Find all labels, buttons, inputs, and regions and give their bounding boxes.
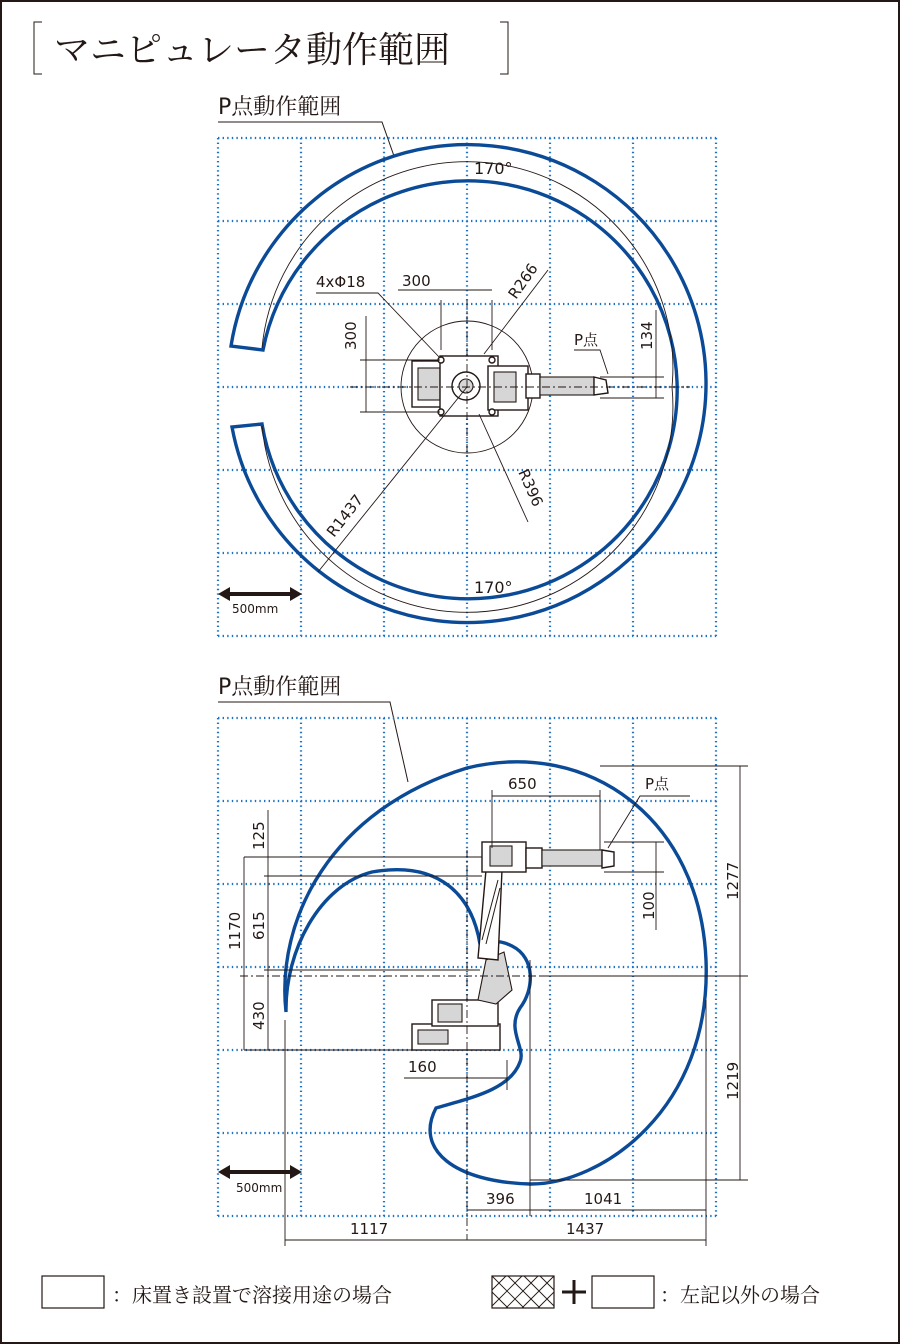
side-p-leader bbox=[608, 796, 690, 848]
side-view bbox=[218, 675, 748, 1246]
dim-300-v: 300 bbox=[342, 321, 360, 350]
legend-other-box bbox=[592, 1276, 654, 1308]
dim-1041: 1041 bbox=[584, 1190, 623, 1208]
top-p-point: P点 bbox=[574, 331, 599, 349]
page-title: マニピュレータ動作範囲 bbox=[54, 30, 451, 71]
dim-396: 396 bbox=[486, 1190, 515, 1208]
top-scale-arrow bbox=[218, 587, 302, 601]
top-angle-arc-lower bbox=[262, 387, 673, 612]
dim-650: 650 bbox=[508, 775, 537, 793]
dim-1437: 1437 bbox=[566, 1220, 605, 1238]
robot-top-view bbox=[412, 356, 608, 416]
legend bbox=[42, 1276, 820, 1308]
side-scale-label: 500mm bbox=[236, 1181, 283, 1195]
dim-160: 160 bbox=[408, 1058, 437, 1076]
side-p-point: P点 bbox=[645, 775, 670, 793]
top-view bbox=[218, 95, 718, 636]
r1437-label: R1437 bbox=[322, 491, 368, 541]
legend-other-text: ：左記以外の場合 bbox=[660, 1283, 820, 1307]
page-border bbox=[1, 1, 899, 1343]
top-angle-lower: 170° bbox=[474, 578, 513, 597]
side-heading-leader bbox=[218, 702, 408, 782]
r266-label: R266 bbox=[504, 259, 542, 303]
legend-floor-text: ：床置き設置で溶接用途の場合 bbox=[112, 1283, 392, 1307]
r396-label: R396 bbox=[514, 466, 547, 510]
top-angle-upper: 170° bbox=[474, 159, 513, 178]
side-view-heading: P点動作範囲 bbox=[218, 675, 342, 700]
dim-1219: 1219 bbox=[724, 1061, 742, 1100]
r396-leader bbox=[479, 414, 528, 522]
holes-leader bbox=[316, 293, 440, 358]
dim-125: 125 bbox=[250, 821, 268, 850]
dim-134: 134 bbox=[638, 321, 656, 350]
dim-300-h: 300 bbox=[402, 272, 431, 290]
side-scale-arrow bbox=[218, 1165, 302, 1179]
legend-hatched-box bbox=[492, 1276, 554, 1308]
legend-floor-box bbox=[42, 1276, 104, 1308]
top-scale-label: 500mm bbox=[232, 602, 279, 616]
dim-430: 430 bbox=[250, 1001, 268, 1030]
top-view-heading: P点動作範囲 bbox=[218, 95, 342, 120]
holes-label: 4xΦ18 bbox=[316, 273, 366, 291]
dim-100: 100 bbox=[640, 891, 658, 920]
dim-1170: 1170 bbox=[226, 911, 244, 950]
r1437-leader bbox=[318, 387, 467, 572]
dim-615: 615 bbox=[250, 911, 268, 940]
dim-1277: 1277 bbox=[724, 861, 742, 900]
top-p-leader bbox=[574, 350, 608, 374]
plus-icon bbox=[562, 1280, 586, 1304]
dim-1117: 1117 bbox=[350, 1220, 389, 1238]
